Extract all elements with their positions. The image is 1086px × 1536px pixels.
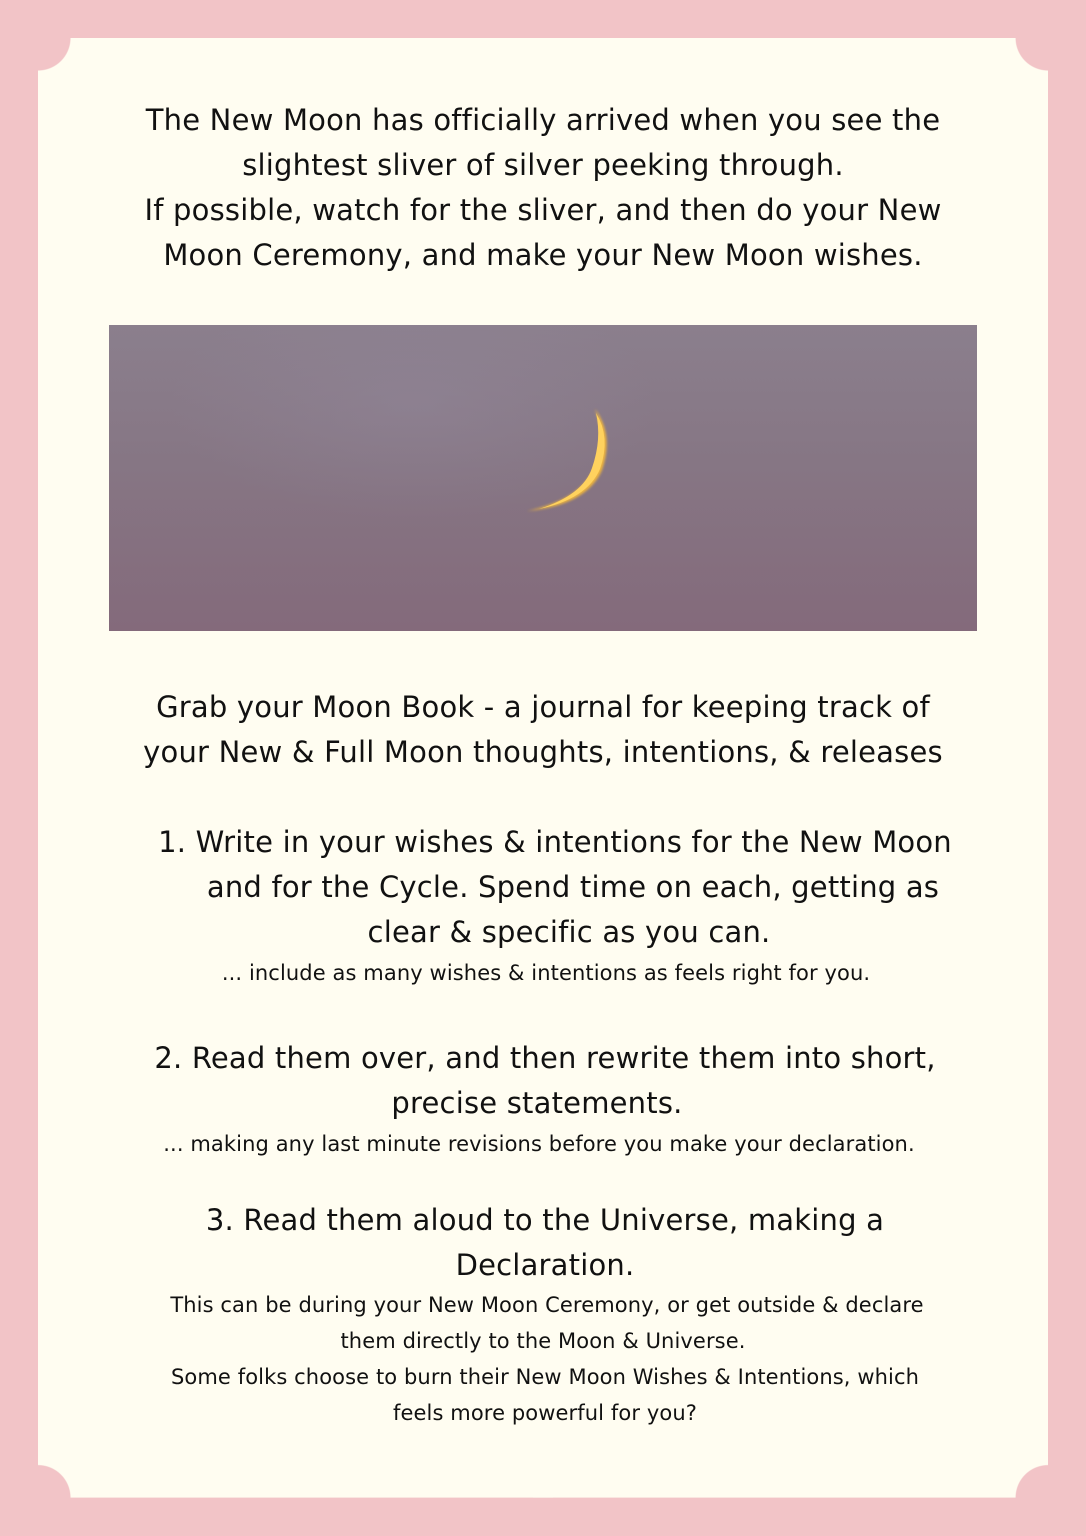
step-note: feels more powerful for you? — [393, 1401, 697, 1425]
step-note: Some folks choose to burn their New Moon Wishes & Intentions, which — [170, 1365, 920, 1389]
step-heading-line: 1. Write in your wishes & intentions for the New Moon — [158, 825, 952, 859]
intro-line: Moon Ceremony, and make your New Moon wishes. — [163, 238, 923, 272]
step-heading-line: clear & specific as you can. — [367, 915, 771, 949]
step-note: ... include as many wishes & intentions as feels right for you. — [221, 961, 871, 985]
moon-book-line: your New & Full Moon thoughts, intentions, & releases — [143, 735, 943, 769]
step-heading-line: 3. Read them aloud to the Universe, making a — [205, 1203, 885, 1237]
step-heading-line: Declaration. — [455, 1248, 635, 1282]
step-note: ... making any last minute revisions before you make your declaration. — [163, 1132, 915, 1156]
step-heading-line: precise statements. — [391, 1086, 683, 1120]
crescent-moon-photo — [109, 325, 977, 631]
step-heading-line: and for the Cycle. Spend time on each, getting as — [206, 870, 940, 904]
step-note: them directly to the Moon & Universe. — [340, 1329, 746, 1353]
step-note: This can be during your New Moon Ceremony, or get outside & declare — [170, 1293, 924, 1317]
moon-book-line: Grab your Moon Book - a journal for keeping track of — [156, 690, 930, 724]
crescent-moon-icon — [109, 325, 977, 631]
intro-line: The New Moon has officially arrived when you see the — [145, 103, 941, 137]
step-heading-line: 2. Read them over, and then rewrite them into short, — [154, 1041, 936, 1075]
intro-line: If possible, watch for the sliver, and then do your New — [144, 193, 942, 227]
intro-line: slightest sliver of silver peeking through. — [242, 148, 844, 182]
